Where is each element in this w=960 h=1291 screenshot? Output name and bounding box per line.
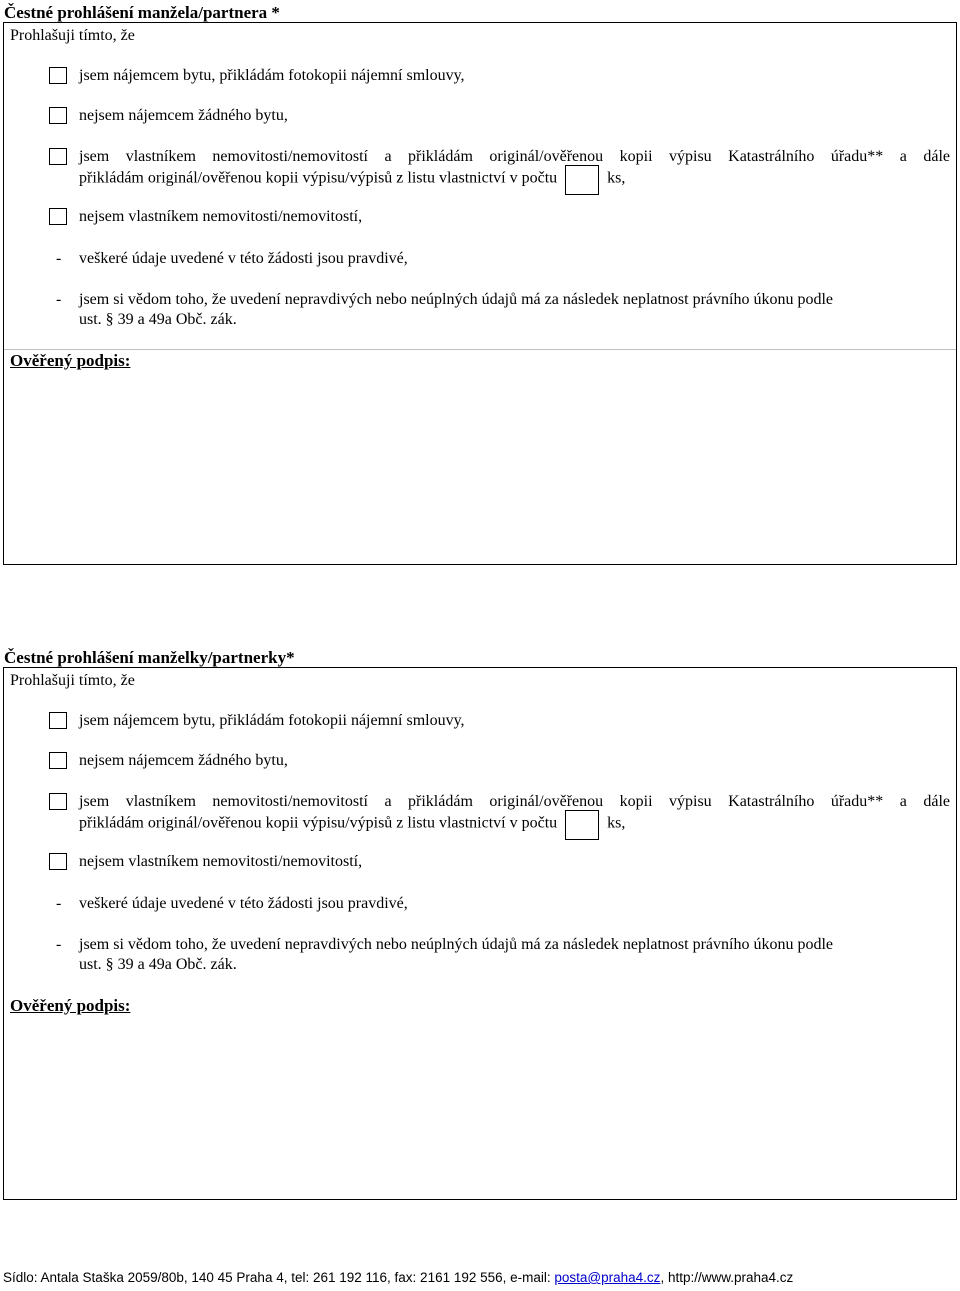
section2-title: Čestné prohlášení manželky/partnerky* <box>4 648 295 667</box>
checkbox-not-owner[interactable] <box>49 208 67 225</box>
section2-signature-label: Ověřený podpis: <box>10 996 131 1015</box>
option-not-owner-label: nejsem vlastníkem nemovitosti/nemovitostí, <box>79 853 363 870</box>
section2-declaration-liability <box>46 935 950 977</box>
section1-intro: Prohlašuji tímto, že <box>10 27 135 44</box>
section1-separator <box>4 349 956 350</box>
count-input-box[interactable] <box>565 165 599 195</box>
checkbox-not-owner[interactable] <box>49 853 67 870</box>
owner-line2-after: ks, <box>607 814 626 832</box>
count-input-box[interactable] <box>565 810 599 840</box>
option-owner-line1: jsem vlastníkem nemovitosti/nemovitostí a přikládám originál/ověřenou kopii výpisu Katastrálního úřadu** a dále <box>79 148 950 165</box>
declaration-liability-line2: ust. § 39 a 49a Obč. zák. <box>79 956 237 973</box>
dash-bullet: - <box>56 895 62 912</box>
section2-intro: Prohlašuji tímto, že <box>10 672 135 689</box>
section2-box <box>3 667 957 1200</box>
declaration-truth-text: veškeré údaje uvedené v této žádosti jsou pravdivé, <box>79 895 408 912</box>
checkbox-not-tenant[interactable] <box>49 107 67 124</box>
declaration-liability-line1: jsem si vědom toho, že uvedení nepravdivých nebo neúplných údajů má za následek neplatnost právního úkonu podle <box>79 936 834 953</box>
checkbox-tenant[interactable] <box>49 712 67 729</box>
section1-box <box>3 22 957 565</box>
option-not-tenant-label: nejsem nájemcem žádného bytu, <box>79 107 288 124</box>
dash-bullet: - <box>56 936 62 953</box>
declaration-liability-line1: jsem si vědom toho, že uvedení nepravdivých nebo neúplných údajů má za následek neplatnost právního úkonu podle <box>79 291 834 308</box>
option-owner-line2 <box>79 167 625 191</box>
option-owner-line1: jsem vlastníkem nemovitosti/nemovitostí a přikládám originál/ověřenou kopii výpisu Katastrálního úřadu** a dále <box>79 793 950 810</box>
footer-email-link[interactable]: posta@praha4.cz <box>554 1270 661 1285</box>
option-not-owner-label: nejsem vlastníkem nemovitosti/nemovitostí, <box>79 208 363 225</box>
footer-web: , http://www.praha4.cz <box>660 1270 794 1285</box>
checkbox-not-tenant[interactable] <box>49 752 67 769</box>
option-tenant-label: jsem nájemcem bytu, přikládám fotokopii nájemní smlouvy, <box>79 67 465 84</box>
owner-line2-before: přikládám originál/ověřenou kopii výpisu/výpisů z listu vlastnictví v počtu <box>79 169 558 187</box>
section1-option-owner <box>46 147 950 191</box>
section2-option-owner <box>46 792 950 836</box>
checkbox-owner[interactable] <box>49 793 67 810</box>
footer-address: Sídlo: Antala Staška 2059/80b, 140 45 Praha 4, tel: 261 192 116, fax: 2161 192 556, e-mail: <box>3 1270 555 1285</box>
option-tenant-label: jsem nájemcem bytu, přikládám fotokopii nájemní smlouvy, <box>79 712 465 729</box>
dash-bullet: - <box>56 291 62 308</box>
footer-contact <box>3 1269 793 1287</box>
declaration-truth-text: veškeré údaje uvedené v této žádosti jsou pravdivé, <box>79 250 408 267</box>
option-not-tenant-label: nejsem nájemcem žádného bytu, <box>79 752 288 769</box>
declaration-liability-line2: ust. § 39 a 49a Obč. zák. <box>79 311 237 328</box>
checkbox-tenant[interactable] <box>49 67 67 84</box>
option-owner-line2 <box>79 812 625 836</box>
section1-signature-label: Ověřený podpis: <box>10 351 131 370</box>
dash-bullet: - <box>56 250 62 267</box>
section1-title: Čestné prohlášení manžela/partnera * <box>4 3 280 22</box>
checkbox-owner[interactable] <box>49 148 67 165</box>
owner-line2-before: přikládám originál/ověřenou kopii výpisu/výpisů z listu vlastnictví v počtu <box>79 814 558 832</box>
section1-declaration-liability <box>46 290 950 332</box>
owner-line2-after: ks, <box>607 169 626 187</box>
